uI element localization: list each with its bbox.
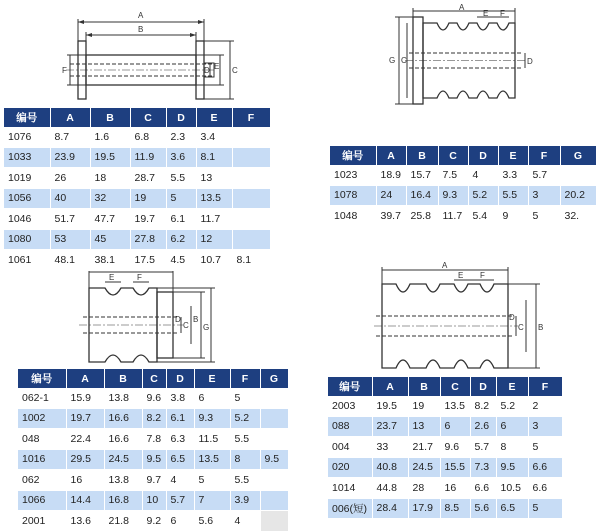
cell: 6.2 — [166, 229, 196, 250]
table-row — [4, 127, 270, 147]
table-row — [328, 498, 562, 519]
header-cell: A — [66, 369, 104, 388]
cell: 020 — [328, 457, 372, 478]
dim-label-g: G — [389, 56, 396, 65]
table-row — [328, 478, 562, 499]
dim-label-e: E — [109, 273, 115, 282]
cell: 1078 — [330, 185, 376, 206]
dim-label-d: D — [509, 313, 515, 322]
cell: 53 — [50, 229, 90, 250]
drawing-1 — [60, 5, 250, 105]
cell: 16.6 — [104, 408, 142, 429]
header-cell: C — [440, 377, 470, 396]
cell: 7.5 — [438, 165, 468, 185]
cell: 13.5 — [194, 449, 230, 470]
cell: 3 — [528, 416, 562, 437]
spec-table-4 — [328, 377, 563, 519]
header-cell: C — [438, 146, 468, 165]
table-row — [18, 408, 288, 429]
cell: 004 — [328, 437, 372, 458]
table-row — [4, 209, 270, 230]
dim-label-f: F — [480, 271, 485, 280]
cell: 7 — [194, 490, 230, 511]
spec-table-1 — [4, 108, 271, 271]
cell: 28.7 — [130, 168, 166, 189]
cell: 5.5 — [498, 185, 528, 206]
cell: 8 — [230, 449, 260, 470]
cell: 6.6 — [528, 478, 562, 499]
cell: 5 — [528, 498, 562, 519]
dim-label-e: E — [214, 62, 220, 71]
header-cell: F — [528, 377, 562, 396]
cell: 2003 — [328, 396, 372, 416]
cell: 5.6 — [470, 498, 496, 519]
table-row — [328, 416, 562, 437]
cell: 6.3 — [166, 429, 194, 450]
cell: 4 — [166, 470, 194, 491]
cell: 11.5 — [194, 429, 230, 450]
cell: 1076 — [4, 127, 50, 147]
dim-label-b: B — [138, 25, 144, 34]
cell: 16.6 — [104, 429, 142, 450]
header-cell: 编号 — [330, 146, 376, 165]
cell: 19.7 — [66, 408, 104, 429]
header-cell: C — [142, 369, 166, 388]
header-cell: 编号 — [18, 369, 66, 388]
cell: 9.3 — [438, 185, 468, 206]
cell: 8 — [496, 437, 528, 458]
cell: 11.7 — [438, 206, 468, 227]
cell — [260, 470, 288, 491]
cell: 006(短) — [328, 498, 372, 519]
cell — [560, 165, 596, 185]
cell: 40 — [50, 188, 90, 209]
table-header-row — [328, 377, 562, 396]
cell: 8.2 — [142, 408, 166, 429]
table-row — [328, 437, 562, 458]
cell: 23.9 — [50, 147, 90, 168]
cell: 13.8 — [104, 388, 142, 408]
cell: 8.5 — [440, 498, 470, 519]
dim-label-a: A — [442, 261, 448, 270]
cell: 21.7 — [408, 437, 440, 458]
cell — [232, 127, 270, 147]
cell: 21.8 — [104, 511, 142, 532]
cell: 16.4 — [406, 185, 438, 206]
cell: 1048 — [330, 206, 376, 227]
cell: 5.7 — [470, 437, 496, 458]
cell: 8.2 — [470, 396, 496, 416]
cell: 19.7 — [130, 209, 166, 230]
cell: 17.9 — [408, 498, 440, 519]
cell: 16 — [440, 478, 470, 499]
cell: 29.5 — [66, 449, 104, 470]
cell: 17.5 — [130, 250, 166, 271]
cell: 19.5 — [90, 147, 130, 168]
cell: 1061 — [4, 250, 50, 271]
cell: 11.7 — [196, 209, 232, 230]
dim-label-f: F — [500, 9, 505, 18]
cell: 088 — [328, 416, 372, 437]
cell: 10 — [142, 490, 166, 511]
header-cell: F — [232, 108, 270, 127]
header-cell: D — [468, 146, 498, 165]
cell: 5.5 — [230, 470, 260, 491]
cell: 25.8 — [406, 206, 438, 227]
dim-label-a: A — [459, 3, 465, 12]
cell: 13.5 — [196, 188, 232, 209]
cell: 6.5 — [496, 498, 528, 519]
cell: 1002 — [18, 408, 66, 429]
table-row — [18, 490, 288, 511]
cell: 14.4 — [66, 490, 104, 511]
dim-label-c: C — [232, 66, 238, 75]
cell: 47.7 — [90, 209, 130, 230]
cell: 16.8 — [104, 490, 142, 511]
header-cell: C — [130, 108, 166, 127]
cell: 2.3 — [166, 127, 196, 147]
header-cell: E — [498, 146, 528, 165]
cell: 5 — [166, 188, 196, 209]
cell: 48.1 — [50, 250, 90, 271]
cell: 40.8 — [372, 457, 408, 478]
dim-label-d: D — [527, 57, 533, 66]
header-cell: F — [528, 146, 560, 165]
cell — [232, 209, 270, 230]
cell: 9.5 — [260, 449, 288, 470]
table-header-row — [4, 108, 270, 127]
cell: 3.6 — [166, 147, 196, 168]
table-row — [4, 147, 270, 168]
cell: 4 — [468, 165, 498, 185]
cell: 45 — [90, 229, 130, 250]
cell: 1056 — [4, 188, 50, 209]
cell: 27.8 — [130, 229, 166, 250]
header-cell: F — [230, 369, 260, 388]
cell: 5.4 — [468, 206, 498, 227]
dim-label-f: F — [62, 66, 67, 75]
cell: 5.6 — [194, 511, 230, 532]
cell: 5 — [528, 206, 560, 227]
cell: 1033 — [4, 147, 50, 168]
cell: 6 — [166, 511, 194, 532]
header-cell: G — [560, 146, 596, 165]
table-row — [4, 229, 270, 250]
spec-table-3 — [18, 369, 289, 532]
cell: 32. — [560, 206, 596, 227]
dim-label-c: C — [401, 56, 407, 65]
cell: 4 — [230, 511, 260, 532]
cell: 3.3 — [498, 165, 528, 185]
cell: 1023 — [330, 165, 376, 185]
dim-label-a: A — [138, 11, 144, 20]
cell — [260, 429, 288, 450]
cell: 5.5 — [166, 168, 196, 189]
drawing-3 — [75, 262, 225, 370]
cell: 3 — [528, 185, 560, 206]
cell: 39.7 — [376, 206, 406, 227]
cell: 6 — [496, 416, 528, 437]
cell: 8.7 — [50, 127, 90, 147]
drawing-4 — [372, 258, 552, 373]
cell: 18.9 — [376, 165, 406, 185]
cell: 5 — [230, 388, 260, 408]
cell: 6 — [194, 388, 230, 408]
cell: 10.5 — [496, 478, 528, 499]
cell: 6 — [440, 416, 470, 437]
cell: 11.9 — [130, 147, 166, 168]
cell: 2001 — [18, 511, 66, 532]
table-row — [330, 206, 596, 227]
cell: 1019 — [4, 168, 50, 189]
cell: 048 — [18, 429, 66, 450]
header-cell: E — [194, 369, 230, 388]
dim-label-e: E — [483, 9, 489, 18]
table-row — [4, 188, 270, 209]
cell: 9.2 — [142, 511, 166, 532]
cell: 1066 — [18, 490, 66, 511]
cell: 19 — [130, 188, 166, 209]
header-cell: D — [470, 377, 496, 396]
dim-label-b: B — [538, 323, 544, 332]
cell: 51.7 — [50, 209, 90, 230]
cell: 4.5 — [166, 250, 196, 271]
cell — [232, 229, 270, 250]
dim-label-c: C — [518, 323, 524, 332]
cell: 33 — [372, 437, 408, 458]
spec-table-2 — [330, 146, 597, 227]
cell: 5.7 — [528, 165, 560, 185]
cell: 6.6 — [528, 457, 562, 478]
cell: 5.2 — [496, 396, 528, 416]
cell: 13.8 — [104, 470, 142, 491]
cell: 9.5 — [496, 457, 528, 478]
cell: 26 — [50, 168, 90, 189]
cell: 3.8 — [166, 388, 194, 408]
cell — [232, 168, 270, 189]
header-cell: A — [50, 108, 90, 127]
header-cell: D — [166, 369, 194, 388]
header-cell: E — [196, 108, 232, 127]
cell: 5.7 — [166, 490, 194, 511]
cell: 7.8 — [142, 429, 166, 450]
cell: 18 — [90, 168, 130, 189]
cell: 9.6 — [440, 437, 470, 458]
cell: 062 — [18, 470, 66, 491]
cell: 28.4 — [372, 498, 408, 519]
cell: 5.2 — [230, 408, 260, 429]
cell: 6.1 — [166, 209, 196, 230]
table-row — [330, 165, 596, 185]
cell: 28 — [408, 478, 440, 499]
cell — [260, 408, 288, 429]
cell: 6.8 — [130, 127, 166, 147]
header-cell: B — [104, 369, 142, 388]
cell: 9.5 — [142, 449, 166, 470]
cell: 5 — [194, 470, 230, 491]
cell: 23.7 — [372, 416, 408, 437]
cell: 1.6 — [90, 127, 130, 147]
drawing-2 — [385, 3, 535, 113]
dim-label-b: B — [193, 315, 199, 324]
header-cell: A — [372, 377, 408, 396]
header-cell: B — [90, 108, 130, 127]
header-cell: E — [496, 377, 528, 396]
cell: 062-1 — [18, 388, 66, 408]
header-cell: G — [260, 369, 288, 388]
table-header-row — [330, 146, 596, 165]
table-row — [330, 185, 596, 206]
cell: 13.5 — [440, 396, 470, 416]
table-row — [4, 250, 270, 271]
cell: 1014 — [328, 478, 372, 499]
header-cell: 编号 — [328, 377, 372, 396]
cell: 8.1 — [196, 147, 232, 168]
table-row — [18, 388, 288, 408]
cell — [232, 188, 270, 209]
dim-label-d: D — [175, 315, 181, 324]
cell: 13.6 — [66, 511, 104, 532]
table-row — [328, 457, 562, 478]
cell: 6.5 — [166, 449, 194, 470]
cell: 19 — [408, 396, 440, 416]
cell: 32 — [90, 188, 130, 209]
cell: 1046 — [4, 209, 50, 230]
cell: 6.6 — [470, 478, 496, 499]
cell: 7.3 — [470, 457, 496, 478]
cell: 15.5 — [440, 457, 470, 478]
table-row — [18, 449, 288, 470]
table-header-row — [18, 369, 288, 388]
cell: 6.1 — [166, 408, 194, 429]
cell: 24.5 — [104, 449, 142, 470]
cell: 19.5 — [372, 396, 408, 416]
cell — [260, 490, 288, 511]
header-cell: B — [408, 377, 440, 396]
cell: 38.1 — [90, 250, 130, 271]
cell: 1016 — [18, 449, 66, 470]
cell: 9.3 — [194, 408, 230, 429]
cell: 44.8 — [372, 478, 408, 499]
header-cell: A — [376, 146, 406, 165]
cell: 24 — [376, 185, 406, 206]
cell: 16 — [66, 470, 104, 491]
table-row — [18, 429, 288, 450]
cell — [232, 147, 270, 168]
cell: 13 — [196, 168, 232, 189]
table-row — [4, 168, 270, 189]
cell: 22.4 — [66, 429, 104, 450]
cell: 24.5 — [408, 457, 440, 478]
cell: 3.9 — [230, 490, 260, 511]
cell: 3.4 — [196, 127, 232, 147]
cell: 20.2 — [560, 185, 596, 206]
cell: 5.2 — [468, 185, 498, 206]
header-cell: 编号 — [4, 108, 50, 127]
cell: 5 — [528, 437, 562, 458]
dim-label-c: C — [183, 321, 189, 330]
table-row — [328, 396, 562, 416]
table-row — [18, 470, 288, 491]
cell — [260, 388, 288, 408]
dim-label-d: D — [204, 66, 210, 75]
cell: 15.9 — [66, 388, 104, 408]
header-cell: B — [406, 146, 438, 165]
cell: 8.1 — [232, 250, 270, 271]
cell: 2 — [528, 396, 562, 416]
cell: 9 — [498, 206, 528, 227]
cell: 2.6 — [470, 416, 496, 437]
cell: 5.5 — [230, 429, 260, 450]
cell: 13 — [408, 416, 440, 437]
header-cell: D — [166, 108, 196, 127]
cell: 9.7 — [142, 470, 166, 491]
cell: 15.7 — [406, 165, 438, 185]
dim-label-g: G — [203, 323, 210, 332]
cell: 10.7 — [196, 250, 232, 271]
cell: 9.6 — [142, 388, 166, 408]
cell: 12 — [196, 229, 232, 250]
dim-label-e: E — [458, 271, 464, 280]
cell: 1080 — [4, 229, 50, 250]
dim-label-f: F — [137, 273, 142, 282]
